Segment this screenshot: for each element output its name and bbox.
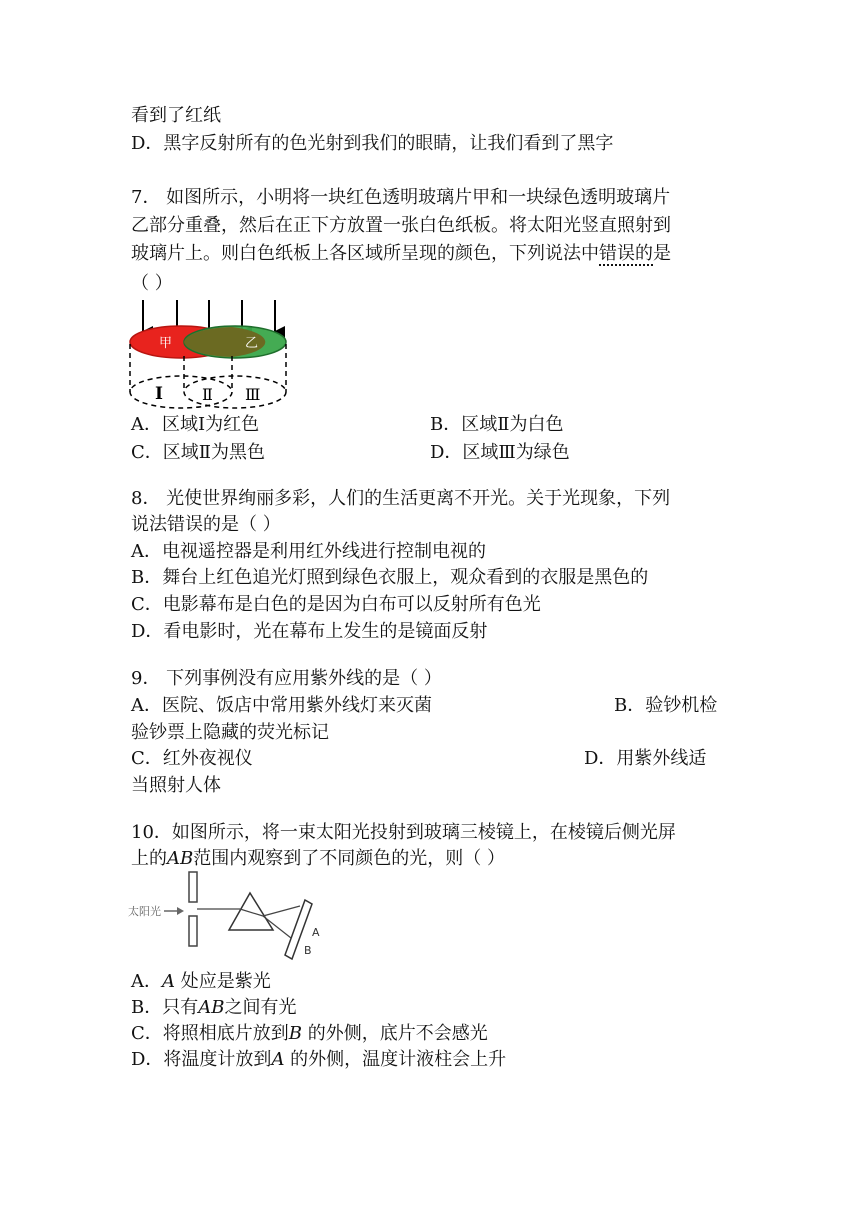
- region-1-label: Ⅰ: [155, 384, 163, 404]
- q7-stem-line-3: 玻璃片上。则白色纸板上各区域所呈现的颜色，下列说法中错误的是: [131, 243, 671, 264]
- prism: [229, 893, 273, 930]
- q9-option-b: B．验钞机检: [614, 695, 718, 716]
- q10-option-b: B．只有AB之间有光: [131, 997, 297, 1018]
- q9-stem: 9． 下列事例没有应用紫外线的是（ ）: [131, 668, 442, 689]
- label-jia: 甲: [159, 336, 173, 351]
- q8-stem-line-1: 8． 光使世界绚丽多彩，人们的生活更离不开光。关于光现象，下列: [131, 488, 671, 509]
- q8-option-b: B．舞台上红色追光灯照到绿色衣服上，观众看到的衣服是黑色的: [131, 567, 649, 588]
- q7-answer-blank: （ ）: [131, 273, 173, 294]
- q10-prism-figure: [128, 866, 338, 966]
- q7-stem-line-1: 7． 如图所示，小明将一块红色透明玻璃片甲和一块绿色透明玻璃片: [131, 187, 671, 208]
- point-a-label: A: [312, 926, 320, 939]
- q9-option-d: D．用紫外线适: [584, 748, 707, 769]
- q7-glass-figure: [125, 296, 295, 416]
- q9-option-a: A．医院、饭店中常用紫外线灯来灭菌: [131, 695, 432, 716]
- point-b-label: B: [304, 944, 312, 957]
- q8-option-d: D．看电影时，光在幕布上发生的是镜面反射: [131, 621, 488, 642]
- sunlight-label: 太阳光: [128, 905, 161, 918]
- emphasis-wrong: 错误的: [599, 243, 653, 264]
- region-2-label: Ⅱ: [202, 385, 213, 404]
- slit-lower: [189, 916, 197, 946]
- q7-option-a: A．区域Ⅰ为红色: [131, 414, 260, 435]
- q7-option-d: D．区域Ⅲ为绿色: [430, 442, 570, 463]
- region-3-label: Ⅲ: [245, 385, 261, 404]
- q9-option-b-cont: 验钞票上隐藏的荧光标记: [131, 722, 329, 743]
- q9-option-c: C．红外夜视仪: [131, 748, 253, 769]
- q8-option-a: A．电视遥控器是利用红外线进行控制电视的: [131, 541, 486, 562]
- q10-stem-line-1: 10．如图所示，将一束太阳光投射到玻璃三棱镜上，在棱镜后侧光屏: [131, 822, 676, 843]
- q10-option-a: A．A 处应是紫光: [131, 971, 271, 992]
- label-yi: 乙: [245, 336, 259, 351]
- q8-option-c: C．电影幕布是白色的是因为白布可以反射所有色光: [131, 594, 541, 615]
- q10-stem-line-2: 上的AB范围内观察到了不同颜色的光，则（ ）: [131, 848, 505, 869]
- slit-upper: [189, 872, 197, 902]
- prev-option-d: D．黑字反射所有的色光射到我们的眼睛，让我们看到了黑字: [131, 133, 614, 154]
- prev-line-1: 看到了红纸: [131, 105, 221, 126]
- q9-option-d-cont: 当照射人体: [131, 775, 221, 796]
- q7-option-c: C．区域Ⅱ为黑色: [131, 442, 266, 463]
- q7-stem-line-2: 乙部分重叠，然后在正下方放置一张白色纸板。将太阳光竖直照射到: [131, 215, 671, 236]
- q8-stem-line-2: 说法错误的是（ ）: [131, 514, 281, 535]
- q10-option-c: C．将照相底片放到B 的外侧，底片不会感光: [131, 1023, 488, 1044]
- q7-option-b: B．区域Ⅱ为白色: [430, 414, 564, 435]
- q10-option-d: D．将温度计放到A 的外侧，温度计液柱会上升: [131, 1049, 507, 1070]
